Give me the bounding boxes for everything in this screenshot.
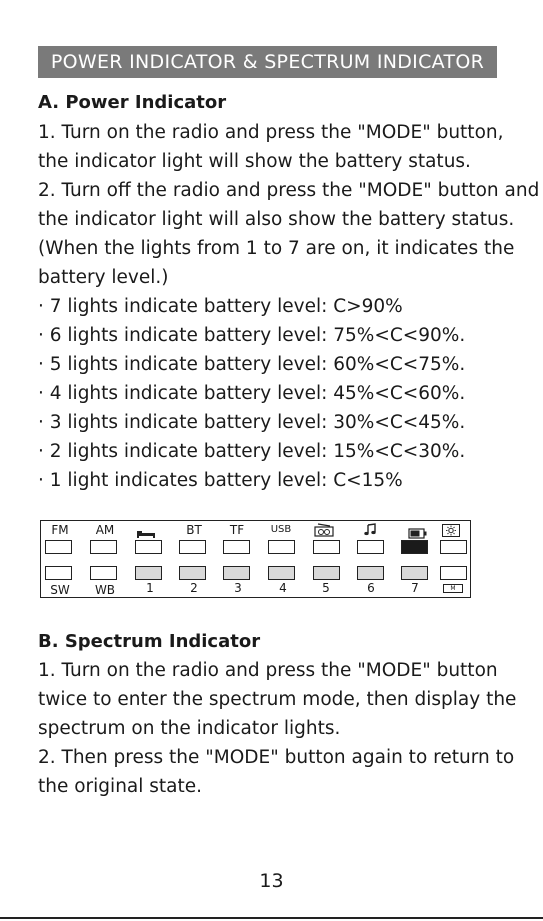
indicator-light bbox=[45, 540, 72, 554]
radio-icon bbox=[314, 522, 334, 541]
section-banner: POWER INDICATOR & SPECTRUM INDICATOR bbox=[38, 46, 497, 78]
indicator-light bbox=[90, 540, 117, 554]
label-light-6: 6 bbox=[367, 581, 375, 595]
text-line: (When the lights from 1 to 7 are on, it indicates the bbox=[38, 238, 515, 259]
sun-icon bbox=[442, 522, 460, 541]
battery-level-item: · 4 lights indicate battery level: 45%<C<60%. bbox=[38, 383, 466, 404]
indicator-light bbox=[357, 540, 384, 554]
indicator-light bbox=[90, 566, 117, 580]
spectrum-indicator-text bbox=[38, 656, 516, 801]
label-wb: WB bbox=[94, 583, 116, 597]
label-light-5: 5 bbox=[322, 581, 330, 595]
label-am: AM bbox=[95, 523, 115, 537]
label-light-3: 3 bbox=[234, 581, 242, 595]
music-note-icon bbox=[363, 522, 377, 541]
label-fm: FM bbox=[51, 523, 69, 537]
battery-level-light-6 bbox=[357, 566, 384, 580]
label-light-1: 1 bbox=[146, 581, 154, 595]
text-line: the original state. bbox=[38, 776, 203, 797]
indicator-light bbox=[135, 540, 162, 554]
label-light-7: 7 bbox=[411, 581, 419, 595]
indicator-light bbox=[223, 540, 250, 554]
spectrum-indicator-heading: B. Spectrum Indicator bbox=[38, 631, 261, 652]
text-line: 2. Turn off the radio and press the "MODE" button and bbox=[38, 180, 540, 201]
battery-level-item: · 1 light indicates battery level: C<15% bbox=[38, 470, 403, 491]
indicator-light bbox=[313, 540, 340, 554]
battery-level-item: · 2 lights indicate battery level: 15%<C<30%. bbox=[38, 441, 466, 462]
indicator-light bbox=[179, 540, 206, 554]
battery-level-item: · 6 lights indicate battery level: 75%<C<90%. bbox=[38, 325, 466, 346]
text-line: spectrum on the indicator lights. bbox=[38, 718, 341, 739]
power-indicator-heading: A. Power Indicator bbox=[38, 92, 227, 113]
indicator-light bbox=[268, 540, 295, 554]
battery-level-light-4 bbox=[268, 566, 295, 580]
battery-level-light-2 bbox=[179, 566, 206, 580]
battery-level-light-7 bbox=[401, 566, 428, 580]
text-line: 1. Turn on the radio and press the "MODE" button bbox=[38, 660, 498, 681]
battery-level-light-3 bbox=[223, 566, 250, 580]
label-sw: SW bbox=[50, 583, 70, 597]
bottom-rule bbox=[0, 917, 543, 919]
indicator-light bbox=[440, 566, 467, 580]
text-line: 2. Then press the "MODE" button again to return to bbox=[38, 747, 515, 768]
label-light-4: 4 bbox=[279, 581, 287, 595]
battery-level-light-1 bbox=[135, 566, 162, 580]
text-line: the indicator light will show the battery status. bbox=[38, 151, 471, 172]
indicator-light bbox=[440, 540, 467, 554]
label-light-2: 2 bbox=[190, 581, 198, 595]
label-usb: USB bbox=[270, 524, 292, 535]
battery-indicator-light-on bbox=[401, 540, 428, 554]
page-number: 13 bbox=[259, 870, 284, 892]
indicator-light bbox=[45, 566, 72, 580]
text-line: the indicator light will also show the battery status. bbox=[38, 209, 515, 230]
battery-level-item: · 7 lights indicate battery level: C>90% bbox=[38, 296, 403, 317]
battery-level-item: · 5 lights indicate battery level: 60%<C<75%. bbox=[38, 354, 466, 375]
power-indicator-text bbox=[38, 118, 539, 495]
battery-level-item: · 3 lights indicate battery level: 30%<C<45%. bbox=[38, 412, 466, 433]
label-bt: BT bbox=[186, 523, 202, 537]
battery-level-light-5 bbox=[313, 566, 340, 580]
indicator-panel-diagram bbox=[40, 520, 471, 598]
m-box-icon: M bbox=[443, 584, 463, 593]
text-line: 1. Turn on the radio and press the "MODE" button, bbox=[38, 122, 504, 143]
label-tf: TF bbox=[229, 523, 245, 537]
text-line: twice to enter the spectrum mode, then display the bbox=[38, 689, 517, 710]
text-line: battery level.) bbox=[38, 267, 169, 288]
